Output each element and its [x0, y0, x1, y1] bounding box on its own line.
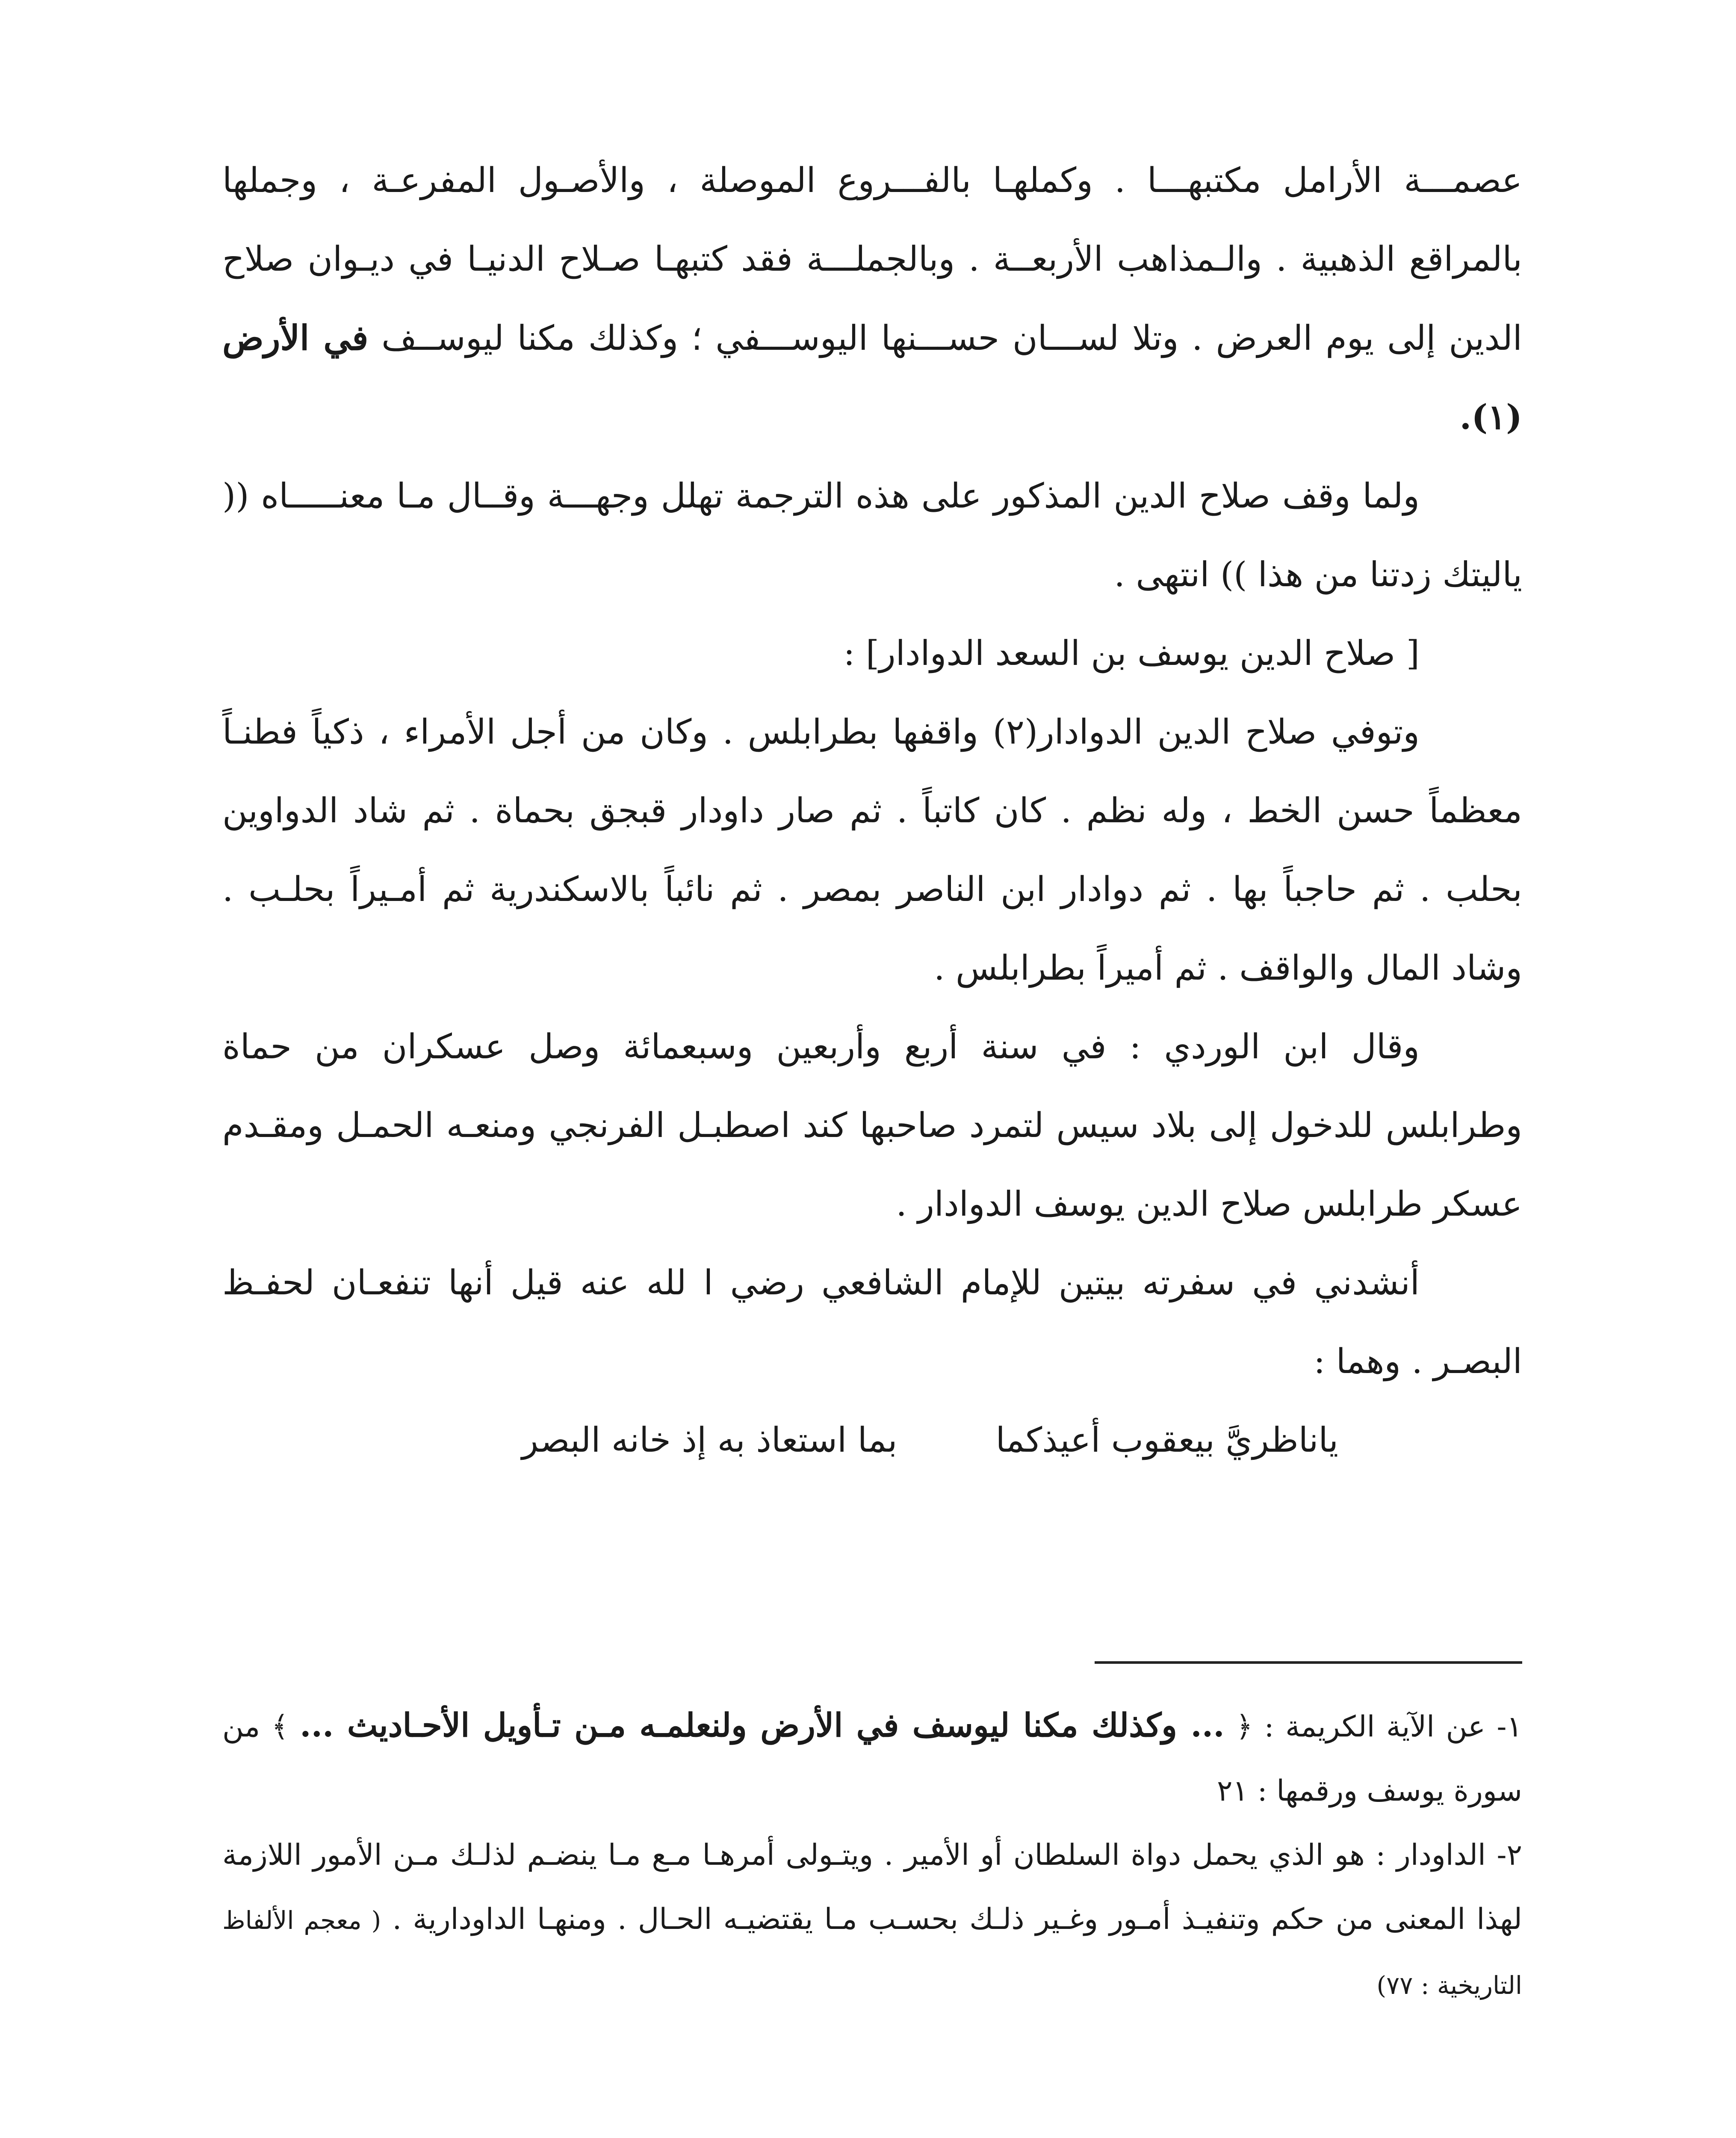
footnote-2-text: ٢- الداودار : هو الذي يحمل دواة السلطان أو الأمير . ويتـولى أمرهـا مـع مـا ينضـم لذلـك مـن الأمور اللازمة لهذا المعنى من حكم وتنفيـذ أمـور وغـير ذلـك بحسـب مـا يقتضيـه الحـال . ومنهـا الداودارية . — [222, 1838, 1523, 1936]
footnote-1 — [222, 1693, 1522, 1823]
paragraph-5: أنشدني في سفرته بيتين للإمام الشافعي رضي ا لله عنه قيل أنها تنفعـان لحفـظ البصـر . وهما : — [222, 1263, 1522, 1381]
verse-second-hemistich: بما استعاذ به إذ خانه البصر — [522, 1420, 898, 1460]
footnote-1-quote: ... وكذلك مكنا ليوسف في الأرض ولنعلمـه مـن تـأويل الأحـاديث ... — [300, 1706, 1225, 1744]
paragraph-1-text: عصمـــة الأرامل مكتبهـــا . وكملهـا بالفـــروع الموصلة ، والأصـول المفرعـة ، وجملها بالمراقع الذهبية . والـمذاهب الأربعــة . وبالجملـــة فقد كتبهـا صـلاح الدنيـا في ديـوان صلاح الدين إلى يوم العرض . وتلا لســـان حســـنها اليوســـفي ؛ وكذلك مكنا ليوســف — [222, 160, 1522, 358]
section-heading: [ صلاح الدين يوسف بن السعد الدوادار] : — [843, 633, 1420, 673]
paragraph-1 — [222, 141, 1522, 457]
paragraph-2: ولما وقف صلاح الدين المذكور على هذه الترجمة تهلل وجهـــة وقــال مـا معنـــــاه (( ياليتك زدتنا من هذا )) انتهى . — [222, 476, 1522, 594]
verse-first-hemistich: ياناظريَّ بيعقوب أعيذكما — [995, 1420, 1338, 1460]
footnote-separator — [1095, 1661, 1522, 1664]
footnote-1-prefix: ١- عن الآية الكريمة : ﴿ — [1236, 1710, 1522, 1744]
footnote-2 — [222, 1823, 1522, 2017]
paragraph-4: وقال ابن الوردي : في سنة أربع وأربعين وسبعمائة وصل عسكران من حماة وطرابلس للدخول إلى بلاد سيس لتمرد صاحبها كند اصطبـل الفرنجي ومنعـه الحمـل ومقـدم عسكر طرابلس صلاح الدين يوسف الدوادار . — [222, 1027, 1523, 1224]
footnotes — [222, 1693, 1522, 2017]
footnote-1-suffix: ﴾ من سورة يوسف ورقمها : ٢١ — [222, 1710, 1522, 1808]
footnote-2-reference: ( معجم الألفاظ التاريخية : ٧٧) — [222, 1906, 1522, 2000]
paragraph-3: وتوفي صلاح الدين الدوادار(٢) واقفها بطرابلس . وكان من أجل الأمراء ، ذكياً فطنـاً معظماً حسن الخط ، وله نظم . كان كاتباً . ثم صار داودار قبجق بحماة . ثم شاد الدواوين بحلب . ثم حاجباً بها . ثم دوادار ابن الناصر بمصر . ثم نائباً بالاسكندرية ثم أمـيراً بحلـب . وشاد المال والواقف . ثم أميراً بطرابلس . — [222, 712, 1523, 988]
poetry-verse — [222, 1401, 1522, 1479]
main-text — [222, 141, 1522, 1479]
paragraph-1-end: في الأرض (١). — [222, 318, 1522, 437]
